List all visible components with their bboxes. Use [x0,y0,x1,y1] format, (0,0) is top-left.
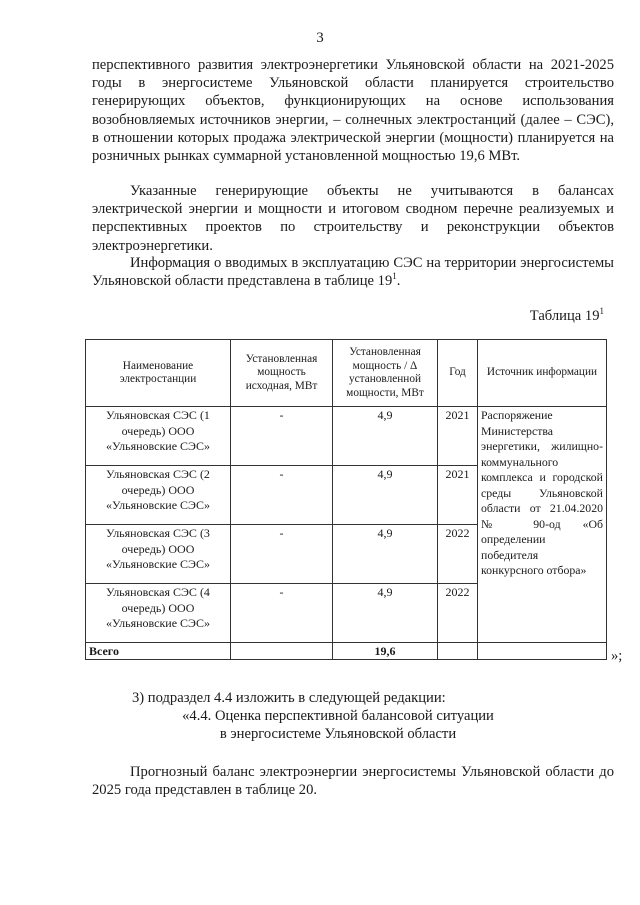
paragraph-table-reference [92,254,614,290]
installed-capacity: 4,9 [333,584,438,643]
total-source-empty [478,643,607,660]
paragraph-balance-forecast: Прогнозный баланс электроэнергии энергосистемы Ульяновской области до 2025 года представлен в таблице 20. [92,764,614,799]
installed-capacity: 4,9 [333,407,438,466]
total-initial-empty [231,643,333,660]
footnote-marker: 1 [392,271,397,282]
table-total-row [86,643,607,660]
total-label: Всего [86,643,231,660]
year: 2021 [438,407,478,466]
table-caption-text: Таблица 19 [529,308,600,324]
header-installed-capacity: Установленная мощность / Δ установленной мощности, МВт [333,340,438,407]
initial-capacity: - [231,584,333,643]
station-name: Ульяновская СЭС (3 очередь) ООО «Ульяновские СЭС» [86,525,231,584]
subsection-heading-line1: «4.4. Оценка перспективной балансовой ситуации [182,708,494,724]
station-name: Ульяновская СЭС (1 очередь) ООО «Ульяновские СЭС» [86,407,231,466]
header-year: Год [438,340,478,407]
year: 2021 [438,466,478,525]
year: 2022 [438,525,478,584]
paragraph-table-reference-text: Информация о вводимых в эксплуатацию СЭС на территории энергосистемы Ульяновской области представлена в таблице 19 [92,255,614,290]
year: 2022 [438,584,478,643]
page-number: 3 [316,30,324,46]
table-header-row [86,340,607,407]
header-station-name: Наименование электростанции [86,340,231,407]
initial-capacity: - [231,525,333,584]
table-caption-superscript: 1 [599,306,604,317]
header-source: Источник информации [478,340,607,407]
initial-capacity: - [231,466,333,525]
source-info: Распоряжение Министерства энергетики, жилищно-коммунального комплекса и городской среды Ульяновской области от 21.04.2020 № 90-од «Об определении победителя конкурсного отбора» [478,407,607,643]
subsection-instruction: 3) подраздел 4.4 изложить в следующей редакции: [132,690,446,706]
paragraph-intro: перспективного развития электроэнергетики Ульяновской области на 2021-2025 годы в энергосистеме Ульяновской области планируется строительство генерирующих объектов, функционирующих на основе использования возобновляемых источников энергии, – солнечных электростанций (далее – СЭС), в отношении которых продажа электрической энергии (мощности) планируется на розничных рынках суммарной установленной мощностью 19,6 МВт. [92,57,614,165]
total-value: 19,6 [333,643,438,660]
station-name: Ульяновская СЭС (4 очередь) ООО «Ульяновские СЭС» [86,584,231,643]
installed-capacity: 4,9 [333,466,438,525]
table-row [86,407,607,466]
ses-table [85,339,607,660]
total-year-empty [438,643,478,660]
initial-capacity: - [231,407,333,466]
installed-capacity: 4,9 [333,525,438,584]
closing-quote: »; [611,648,623,664]
paragraph-exclusion: Указанные генерирующие объекты не учитываются в балансах электрической энергии и мощности и итоговом сводном перечне реализуемых и перспективных проектов по строительству и реконструкции объектов электроэнергетики. [92,183,614,254]
table-caption [530,308,604,325]
station-name: Ульяновская СЭС (2 очередь) ООО «Ульяновские СЭС» [86,466,231,525]
header-initial-capacity: Установленная мощность исходная, МВт [231,340,333,407]
paragraph-end-period: . [396,273,401,290]
subsection-heading-line2: в энергосистеме Ульяновской области [219,726,457,742]
